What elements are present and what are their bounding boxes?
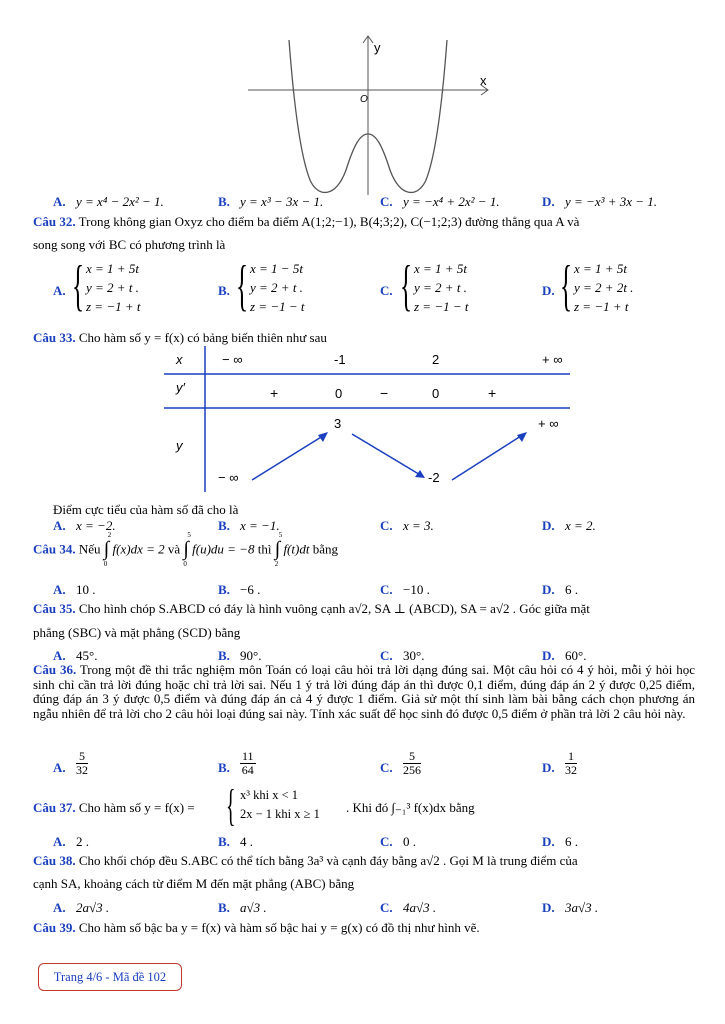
int2-upper: 5 — [187, 531, 191, 539]
increase-arrow-2 — [452, 434, 524, 480]
table-x-pos-inf: + ∞ — [542, 352, 563, 367]
q33-d-label: D. — [542, 518, 555, 533]
integral-icon: ∫ 5 0 — [183, 531, 191, 568]
q36-number: Câu 36. — [33, 662, 77, 677]
q37-a-label: A. — [53, 834, 66, 849]
q37-answer-d: 6 . — [565, 834, 578, 849]
q38-c-label: C. — [380, 900, 393, 915]
q37-cases — [240, 786, 320, 824]
q36-answer-c — [403, 750, 421, 777]
q34-d-label: D. — [542, 582, 555, 597]
arrowhead-icon — [318, 432, 328, 442]
q33-answer-b: x = −1. — [240, 518, 280, 533]
q32-c-l1: x = 1 + 5t — [414, 261, 467, 276]
q32-b-l3: z = −1 − t — [250, 299, 305, 314]
q34-integral3: f(t)dt — [283, 541, 310, 557]
q33-b-label: B. — [218, 518, 230, 533]
q35-c-label: C. — [380, 648, 393, 663]
q38-text2: cạnh SA, khoảng cách từ điểm M đến mặt phẳng (ABC) bằng — [33, 876, 355, 891]
q37-case1: x³ khi x < 1 — [240, 788, 299, 802]
q36-b-num: 11 — [242, 749, 254, 763]
q34-b-label: B. — [218, 582, 230, 597]
q32-number: Câu 32. — [33, 214, 76, 229]
q34-number: Câu 34. — [33, 541, 76, 557]
table-y-pos-inf: + ∞ — [538, 416, 559, 431]
q31-answer-d: y = −x³ + 3x − 1. — [565, 194, 658, 209]
q37-post: . Khi đó ∫₋₁³ f(x)dx bằng — [346, 800, 475, 815]
q31-answer-a: y = x⁴ − 2x² − 1. — [76, 194, 164, 209]
q34-integral1: f(x)dx = 2 — [112, 541, 165, 557]
table-yp-label: y′ — [176, 380, 185, 395]
brace-icon: { — [560, 255, 573, 317]
table-x-label: x — [176, 352, 183, 367]
q34-stem — [33, 531, 338, 574]
table-yp-zero2: 0 — [432, 386, 440, 401]
q31-answer-a-label: A. — [53, 194, 66, 209]
q36-a-num: 5 — [76, 750, 88, 764]
q32-a-l3: z = −1 + t — [86, 299, 141, 314]
q38-d-label: D. — [542, 900, 555, 915]
q36-c-den: 256 — [403, 763, 421, 777]
q37-answer-a: 2 . — [76, 834, 89, 849]
increase-arrow-1 — [252, 434, 326, 480]
function-graph — [240, 30, 500, 200]
q35-text1: Cho hình chóp S.ABCD có đáy là hình vuông cạnh a√2, SA ⊥ (ABCD), SA = a√2 . Góc giữa mặt — [78, 601, 590, 616]
q33-number: Câu 33. — [33, 330, 76, 345]
int2-lower: 0 — [183, 560, 187, 568]
q34-integral2: f(u)du = −8 — [192, 541, 255, 557]
table-yp-zero1: 0 — [335, 386, 343, 401]
q34-answer-d: 6 . — [565, 582, 578, 597]
q38-number: Câu 38. — [33, 853, 76, 868]
q36-stem — [33, 663, 695, 721]
q32-c-l2: y = 2 + t . — [414, 280, 467, 295]
int1-upper: 2 — [107, 531, 112, 539]
q39-stem — [33, 920, 480, 936]
q32-a-l1: x = 1 + 5t — [86, 261, 139, 276]
q35-stem-line1 — [33, 601, 590, 617]
q35-answer-c: 30°. — [403, 648, 425, 663]
q38-stem-line1 — [33, 853, 578, 869]
q38-answer-b: a√3 . — [240, 900, 267, 915]
q36-d-den: 32 — [565, 763, 577, 777]
q32-d-l1: x = 1 + 5t — [574, 261, 627, 276]
q36-c-num: 5 — [403, 750, 421, 764]
q33-c-label: C. — [380, 518, 393, 533]
int3-lower: 2 — [274, 560, 279, 568]
q36-c-label: C. — [380, 760, 393, 775]
q36-d-label: D. — [542, 760, 555, 775]
origin-label: O — [360, 94, 368, 105]
integral-icon: ∫ 2 0 — [103, 531, 112, 568]
q34-answer-c: −10 . — [403, 582, 430, 597]
q38-text1: Cho khối chóp đều S.ABC có thể tích bằng 3a³ và cạnh đáy bằng a√2 . Gọi M là trung điểm của — [78, 853, 578, 868]
q31-answer-b-label: B. — [218, 194, 230, 209]
q35-d-label: D. — [542, 648, 555, 663]
q36-d-num: 1 — [565, 750, 577, 764]
q37-number: Câu 37. — [33, 800, 76, 815]
q37-d-label: D. — [542, 834, 555, 849]
q38-b-label: B. — [218, 900, 230, 915]
q37-c-label: C. — [380, 834, 393, 849]
y-axis-label: y — [374, 40, 381, 55]
q34-answer-b: −6 . — [240, 582, 261, 597]
q32-a-l2: y = 2 + t . — [86, 280, 139, 295]
table-y-neg-inf: − ∞ — [218, 470, 239, 485]
table-x-2: 2 — [432, 352, 440, 367]
q32-d-l3: z = −1 + t — [574, 299, 629, 314]
q38-answer-c: 4a√3 . — [403, 900, 437, 915]
q34-text-and: và — [167, 541, 181, 557]
decrease-arrow — [352, 434, 422, 476]
q33-answer-d: x = 2. — [565, 518, 596, 533]
q32-stem-line1 — [33, 214, 579, 230]
brace-icon: { — [72, 255, 85, 317]
table-yp-plus1: + — [270, 385, 279, 401]
q32-c-l3: z = −1 − t — [414, 299, 469, 314]
q33-answer-a: x = −2. — [76, 518, 116, 533]
table-y-min: -2 — [428, 470, 440, 485]
q31-answer-d-label: D. — [542, 194, 555, 209]
q39-number: Câu 39. — [33, 920, 76, 935]
q37-pre: Cho hàm số y = f(x) = — [78, 800, 195, 815]
int3-upper: 5 — [278, 531, 283, 539]
page-footer-badge: Trang 4/6 - Mã đề 102 — [38, 963, 182, 991]
q34-c-label: C. — [380, 582, 393, 597]
q36-text: Trong một đề thi trắc nghiệm môn Toán có loại câu hỏi trả lời dạng đúng sai. Một câu hỏi có 4 ý hỏi, mỗi ý hỏi học sinh chỉ cần trả lời đúng hoặc chỉ trả lời sai. Nếu 1 ý trả lời đúng đáp án thì được 0,1 điểm, đúng đáp án 2 ý được 0,25 điểm, đúng đáp án 3 ý được 0,5 điểm và đúng đáp án cả 4 ý được 1 điểm. Giả sử một thí sinh làm bài bằng cách chọn phương án ngẫu nhiên để trả lời cho 2 câu hỏi loại đúng sai này. Tính xác suất để học sinh đó được 0,5 điểm ở phần trả lời 2 câu hỏi này. — [33, 662, 695, 721]
q35-answer-b: 90°. — [240, 648, 262, 663]
q34-a-label: A. — [53, 582, 66, 597]
q32-b-label: B. — [218, 283, 230, 298]
q37-answer-c: 0 . — [403, 834, 416, 849]
q33-a-label: A. — [53, 518, 66, 533]
q33-answer-c: x = 3. — [403, 518, 434, 533]
q31-answer-c: y = −x⁴ + 2x² − 1. — [403, 194, 500, 209]
q34-text-then: thì — [257, 541, 272, 557]
table-yp-minus: − — [380, 385, 389, 401]
q31-answer-b: y = x³ − 3x − 1. — [240, 194, 324, 209]
q36-b-den: 64 — [241, 763, 254, 777]
q32-text1: Trong không gian Oxyz cho điểm ba điểm A(1;2;−1), B(4;3;2), C(−1;2;3) đường thẳng qua A và — [78, 214, 580, 229]
q32-b-l1: x = 1 − 5t — [250, 261, 303, 276]
q35-answer-d: 60°. — [565, 648, 587, 663]
arrowhead-icon — [415, 470, 425, 478]
q35-number: Câu 35. — [33, 601, 76, 616]
table-y-max: 3 — [334, 416, 342, 431]
table-x-minus1: -1 — [334, 352, 346, 367]
variation-table — [160, 346, 575, 496]
q38-a-label: A. — [53, 900, 66, 915]
q32-b-l2: y = 2 + t . — [250, 280, 303, 295]
q39-text: Cho hàm số bậc ba y = f(x) và hàm số bậc hai y = g(x) có đồ thị như hình vẽ. — [78, 920, 480, 935]
q36-answer-b — [240, 750, 256, 777]
q35-a-label: A. — [53, 648, 66, 663]
q32-d-label: D. — [542, 283, 555, 298]
q37-b-label: B. — [218, 834, 230, 849]
q35-text2: phẳng (SBC) và mặt phẳng (SCD) bằng — [33, 625, 241, 640]
q33-after: Điểm cực tiểu của hàm số đã cho là — [53, 502, 239, 517]
q37-stem — [33, 800, 195, 816]
q36-b-label: B. — [218, 760, 230, 775]
brace-icon: { — [226, 781, 236, 830]
q32-c-label: C. — [380, 283, 393, 298]
brace-icon: { — [236, 255, 249, 317]
x-axis-label: x — [480, 73, 487, 88]
table-y-label: y — [176, 438, 183, 453]
q35-answer-a: 45°. — [76, 648, 98, 663]
arrowhead-icon — [517, 432, 527, 442]
q35-b-label: B. — [218, 648, 230, 663]
q34-text-if: Nếu — [78, 541, 101, 557]
int1-lower: 0 — [103, 560, 108, 568]
q36-a-label: A. — [53, 760, 66, 775]
q33-text: Cho hàm số y = f(x) có bảng biến thiên như sau — [78, 330, 327, 345]
q32-text2: song song với BC có phương trình là — [33, 237, 226, 252]
q37-case2: 2x − 1 khi x ≥ 1 — [240, 807, 320, 821]
q33-stem — [33, 330, 327, 346]
q36-answer-d — [565, 750, 577, 777]
q37-answer-b: 4 . — [240, 834, 253, 849]
q36-a-den: 32 — [76, 763, 88, 777]
table-x-neg-inf: − ∞ — [222, 352, 243, 367]
q32-d-l2: y = 2 + 2t . — [574, 280, 634, 295]
brace-icon: { — [400, 255, 413, 317]
integral-icon: ∫ 5 2 — [274, 531, 283, 568]
q38-answer-d: 3a√3 . — [565, 900, 599, 915]
q34-answer-a: 10 . — [76, 582, 96, 597]
q34-text-equals: bằng — [312, 541, 338, 557]
q38-answer-a: 2a√3 . — [76, 900, 110, 915]
q31-answer-c-label: C. — [380, 194, 393, 209]
table-yp-plus2: + — [488, 385, 497, 401]
q32-a-label: A. — [53, 283, 66, 298]
q36-answer-a — [76, 750, 88, 777]
